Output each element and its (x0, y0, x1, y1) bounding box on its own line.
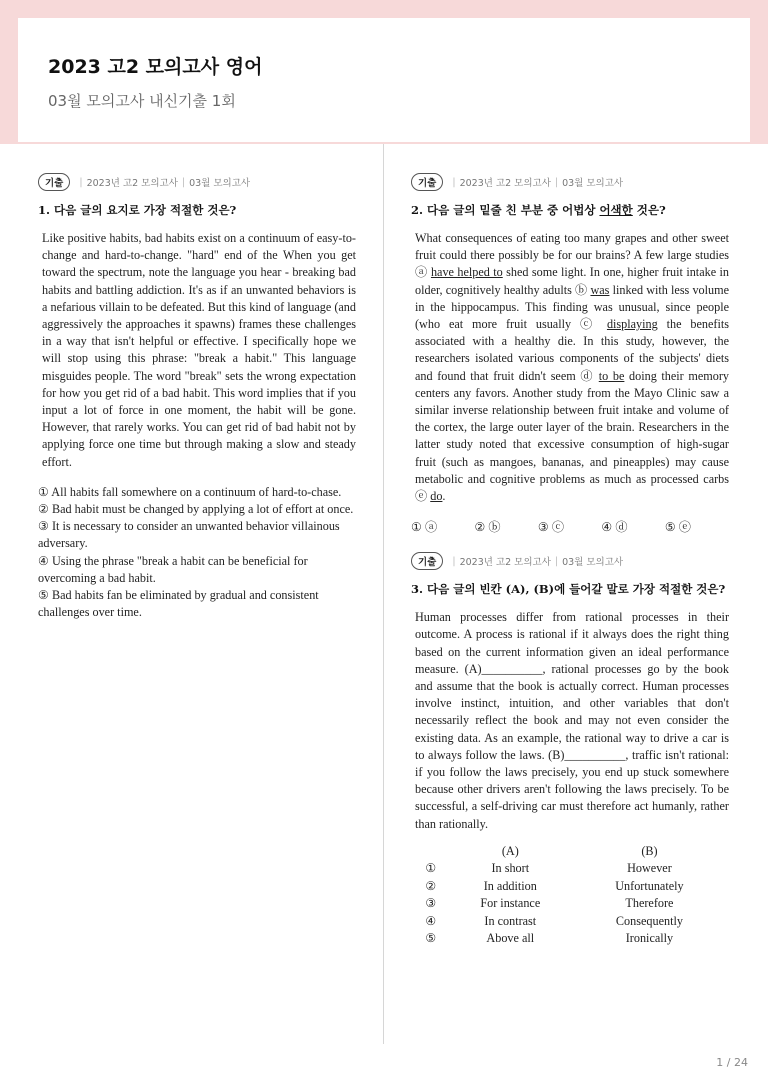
answer-choice[interactable]: ① All habits fall somewhere on a continuum of hard-to-chase. (38, 484, 342, 499)
passage-text: the benefits associated with a healthy die. In this study, however, the researchers isolated various components of the subjects' diets and found that fruit didn't seem ⓓ (415, 317, 729, 383)
option-b: However (627, 861, 672, 876)
meta-separator: | (452, 176, 456, 188)
passage-text: linked with less volume in the hippocampus. This finding was unusual, since people (who eat more fruit usually ⓒ (415, 282, 730, 332)
title-text: 2. 다음 글의 밑줄 친 부분 중 어법상 (411, 203, 600, 217)
column-divider (383, 144, 384, 1044)
question-meta (38, 172, 356, 192)
answer-choices (38, 484, 356, 622)
option-number: ④ (425, 913, 437, 928)
option-b: Therefore (625, 896, 674, 911)
answer-row[interactable] (411, 930, 729, 947)
meta-separator: | (554, 176, 559, 188)
meta-month: 03월 모의고사 (189, 178, 251, 189)
option-b: Consequently (615, 913, 683, 928)
answer-option[interactable]: ① ⓐ (411, 520, 438, 535)
answer-option[interactable]: ⑤ ⓔ (664, 520, 691, 535)
meta-separator: | (452, 555, 456, 567)
option-a: In short (491, 861, 530, 876)
source-badge: 기출 (38, 173, 70, 191)
underlined-c: displaying (606, 317, 658, 332)
underlined-b: was (590, 282, 610, 297)
left-column (38, 172, 356, 637)
question-title (411, 202, 729, 218)
answer-row[interactable] (411, 912, 729, 929)
option-number: ⑤ (425, 931, 437, 946)
question-1 (38, 172, 356, 621)
answer-option[interactable]: ④ ⓓ (601, 520, 628, 535)
question-2 (411, 172, 729, 535)
empty-cell (411, 843, 451, 860)
option-b: Ironically (625, 931, 674, 946)
answer-options (411, 518, 691, 535)
meta-separator: | (554, 555, 559, 567)
right-column (411, 172, 729, 963)
column-b-header: (B) (641, 844, 658, 859)
question-3 (411, 551, 729, 947)
answer-row[interactable] (411, 860, 729, 877)
header-card (18, 18, 750, 142)
answer-table (411, 843, 729, 947)
option-number: ① (425, 861, 437, 876)
question-meta (411, 551, 729, 571)
answer-option[interactable]: ③ ⓒ (537, 520, 565, 535)
answer-option[interactable]: ② ⓑ (474, 520, 501, 535)
page-number: 1 / 24 (716, 1056, 748, 1069)
question-title: 1. 다음 글의 요지로 가장 적절한 것은? (38, 203, 237, 217)
answer-choice[interactable]: ② Bad habit must be changed by applying a lot of effort at once. (38, 502, 354, 517)
answer-row[interactable] (411, 895, 729, 912)
option-a: In addition (483, 878, 537, 893)
meta-year: 2023년 고2 모의고사 (86, 178, 178, 189)
option-a: For instance (480, 896, 541, 911)
answer-choice[interactable]: ⑤ Bad habits fan be eliminated by gradual and consistent challenges over time. (38, 588, 319, 620)
option-number: ② (425, 878, 437, 893)
passage-text: What consequences of eating too many grapes and other sweet fruit could there possibly be for our brains? A few large studies ⓐ (415, 231, 729, 280)
source-badge: 기출 (411, 173, 443, 191)
question-passage (415, 230, 729, 505)
meta-month: 03월 모의고사 (562, 178, 624, 189)
passage-text: shed some light. In one, higher fruit intake in older, cognitively healthy adults ⓑ (415, 265, 729, 297)
meta-separator: | (79, 176, 83, 188)
column-a-header: (A) (501, 844, 519, 859)
option-number: ③ (425, 896, 437, 911)
answer-table-header (411, 843, 729, 860)
answer-choice[interactable]: ④ Using the phrase "break a habit can be beneficial for overcoming a bad habit. (38, 553, 308, 585)
question-title: 3. 다음 글의 빈칸 (A), (B)에 들어갈 말로 가장 적절한 것은? (411, 582, 726, 597)
passage-text: doing their memory centers any favors. Another study from the Mayo Clinic saw a similar inverse relationship between fruit intake and volume of the cortex, the large outer layer of the brain. Researchers in the latter study noted that excessive consumption of high-sugar fruit (such as mangoes, bananas, and pineapples) may cause metabolic and cognitive problems as much as processed carbs ⓔ (415, 368, 729, 504)
question-passage: Human processes differ from rational processes in their outcome. A process is rational if it always does the right thing based on the current information given an ideal performance measure. (A)__________, rational processes go by the book and assume that the book is actually correct. Human processes involve instinct, intuition, and other variables that don't necessarily reflect the book and may not even consider the existing data. As an example, the rational way to drive a car is to always follow the laws. (B)__________, traffic isn't rational: if you follow the laws precisely, you end up stuck somewhere because other drivers aren't following the laws precisely. To be successful, a self-driving car must therefore act humanly, rather than rationally. (415, 610, 729, 831)
source-badge: 기출 (411, 552, 443, 570)
option-a: Above all (486, 931, 535, 946)
answer-row[interactable] (411, 878, 729, 895)
meta-month: 03월 모의고사 (562, 557, 624, 569)
answer-choice[interactable]: ③ It is necessary to consider an unwanted behavior villainous adversary. (38, 519, 340, 551)
title-underlined-word: 어색한 (599, 203, 633, 217)
question-meta (411, 172, 729, 192)
meta-separator: | (181, 176, 186, 188)
underlined-d: to be (598, 368, 625, 383)
passage-text: . (442, 489, 446, 504)
question-passage: Like positive habits, bad habits exist on a continuum of easy-to-change and hard-to-change. "hard" end of the When you get toward the spectrum, note the language you hear - breaking bad habits and battling addiction. It's as if an unwanted behaviors is a nefarious villain to be defeated. But this kind of language (and aggressively the approaches it spawns) frames these challenges in a way that isn't helpful or effective. I specifically hope we will stop using this phrase: "break a habit." This language misguides people. The word "break" sets the wrong expectation for how you get rid of a bad habit. This word implies that if you input a lot of force in one moment, the habit will be gone. However, that rarely works. You can get rid of bad habit not by applying force one time but through making a slow and steady effort. (42, 231, 356, 469)
title-text: 것은? (632, 203, 666, 217)
option-b: Unfortunately (615, 878, 684, 893)
document-title: 2023 고2 모의고사 영어 (48, 56, 263, 78)
meta-year: 2023년 고2 모의고사 (459, 178, 551, 189)
underlined-e: do (430, 489, 443, 504)
meta-year: 2023년 고2 모의고사 (459, 557, 551, 569)
document-subtitle: 03월 모의고사 내신기출 1회 (48, 92, 236, 110)
option-a: In contrast (484, 913, 537, 928)
underlined-a: have helped to (430, 265, 503, 280)
